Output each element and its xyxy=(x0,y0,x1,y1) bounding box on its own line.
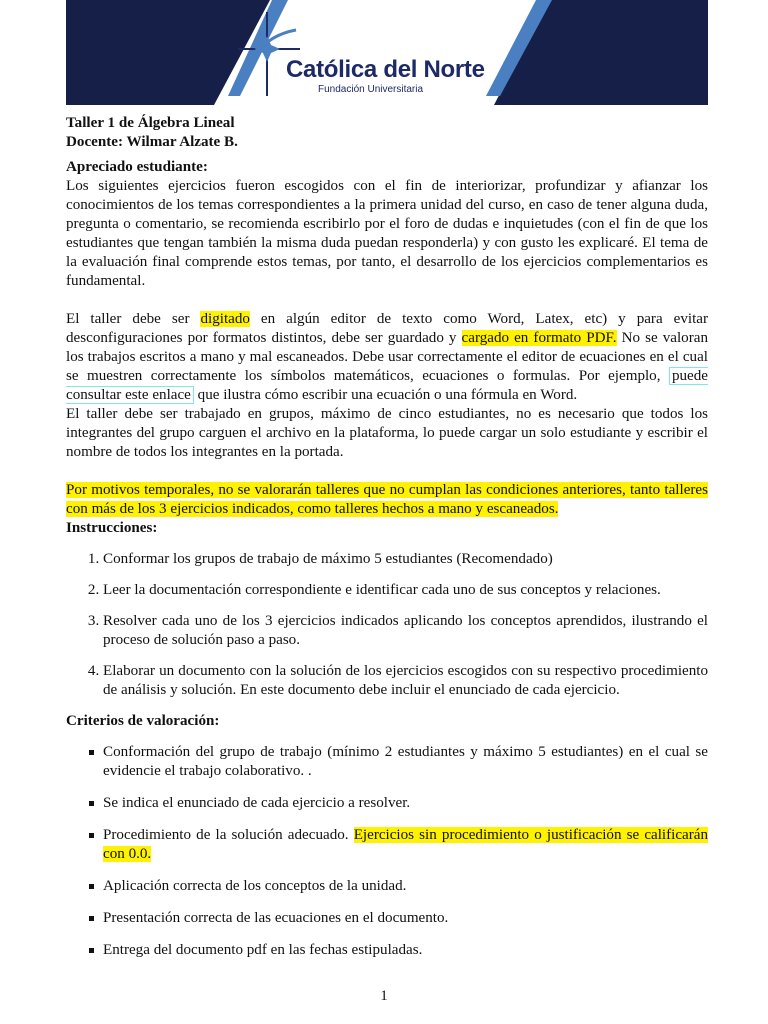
format-text-c: en algún editor de texto como Word, Latex, etc) y para evitar desconfiguraciones por formatos distintos, debe ser guardado y xyxy=(66,311,709,346)
instruction-item: 4. Elaborar un documento con la solución de los ejercicios escogidos con su respectivo procedimiento de análisis y solución. En este documento debe incluir el enunciado de cada ejercicio. xyxy=(103,662,708,700)
criteria-item xyxy=(103,794,708,813)
format-text-e: No se valoran los trabajos escritos a mano y mal escaneados. Debe usar correctamente el editor de ecuaciones en el cual se muestren correctamente los símbolos matemáticos, ecuaciones o formulas. Por ejemplo, xyxy=(66,330,708,384)
instructions-heading: Instrucciones: xyxy=(66,520,158,536)
criteria-item xyxy=(103,826,708,864)
format-text-a: El taller debe ser xyxy=(66,311,201,327)
bullet-icon xyxy=(89,884,94,889)
format-text-f: que ilustra cómo escribir una ecuación o una fórmula en Word. xyxy=(193,387,578,403)
format-paragraph xyxy=(66,310,708,405)
criteria-text: Se indica el enunciado de cada ejercicio a resolver. xyxy=(103,795,411,811)
instruction-item: 2. Leer la documentación correspondiente e identificar cada uno de sus conceptos y relaciones. xyxy=(103,581,708,600)
page-number: 1 xyxy=(380,988,388,1004)
instructions-list xyxy=(66,550,708,700)
instruction-item: 3. Resolver cada uno de los 3 ejercicios indicados aplicando los conceptos aprendidos, ilustrando el proceso de solución paso a paso. xyxy=(103,612,708,650)
criteria-text: Aplicación correcta de los conceptos de la unidad. xyxy=(103,878,407,894)
equation-link[interactable]: puede consultar este enlace xyxy=(66,368,708,403)
criteria-item xyxy=(103,909,708,928)
bullet-icon xyxy=(89,801,94,806)
criteria-text: Conformación del grupo de trabajo (mínimo 2 estudiantes y máximo 5 estudiantes) en el cual se evidencie el trabajo colaborativo. . xyxy=(103,744,708,779)
document-body xyxy=(66,114,708,973)
warning-paragraph xyxy=(66,481,708,519)
intro-paragraph: Los siguientes ejercicios fueron escogidos con el fin de interiorizar, profundizar y afianzar los conocimientos de los temas correspondientes a la primera unidad del curso, en caso de tener alguna duda, pregunta o comentario, se recomienda escribirlo por el foro de dudas e inquietudes (con el fin de que los estudiantes que tengan también la misma duda puedan responderla) y con gusto les explicaré. El tema de la evaluación final comprende estos temas, por tanto, el desarrollo de los ejercicios complementarios es fundamental. xyxy=(66,178,708,289)
greeting: Apreciado estudiante: xyxy=(66,159,208,175)
criteria-heading: Criterios de valoración: xyxy=(66,713,220,729)
highlight-digitado: digitado xyxy=(200,311,250,327)
doc-title: Taller 1 de Álgebra Lineal xyxy=(66,115,235,131)
logo-subtitle: Fundación Universitaria xyxy=(318,84,424,95)
bullet-icon xyxy=(89,948,94,953)
criteria-item xyxy=(103,877,708,896)
bullet-icon xyxy=(89,750,94,755)
logo-title: Católica del Norte xyxy=(286,56,485,83)
bullet-icon xyxy=(89,833,94,838)
instruction-item: 1. Conformar los grupos de trabajo de máximo 5 estudiantes (Recomendado) xyxy=(103,550,708,569)
criteria-text: Entrega del documento pdf en las fechas estipuladas. xyxy=(103,942,423,958)
criteria-highlight: Ejercicios sin procedimiento o justificación se calificarán con 0.0. xyxy=(103,827,708,862)
criteria-text: Procedimiento de la solución adecuado. xyxy=(103,827,354,843)
banner-right-shape xyxy=(494,0,708,105)
criteria-list xyxy=(66,743,708,960)
doc-teacher: Docente: Wilmar Alzate B. xyxy=(66,134,238,150)
groups-paragraph: El taller debe ser trabajado en grupos, máximo de cinco estudiantes, no es necesario que todos los integrantes del grupo carguen el archivo en la plataforma, lo puede cargar un solo estudiante y escribir el nombre de todos los integrantes en la portada. xyxy=(66,406,708,460)
warning-highlight: Por motivos temporales, no se valorarán talleres que no cumplan las condiciones anteriores, tanto talleres con más de los 3 ejercicios indicados, como talleres hechos a mano y escaneados. xyxy=(66,482,708,517)
bullet-icon xyxy=(89,916,94,921)
highlight-pdf: cargado en formato PDF. xyxy=(461,330,617,346)
criteria-item xyxy=(103,743,708,781)
criteria-item xyxy=(103,941,708,960)
criteria-text: Presentación correcta de las ecuaciones en el documento. xyxy=(103,910,449,926)
